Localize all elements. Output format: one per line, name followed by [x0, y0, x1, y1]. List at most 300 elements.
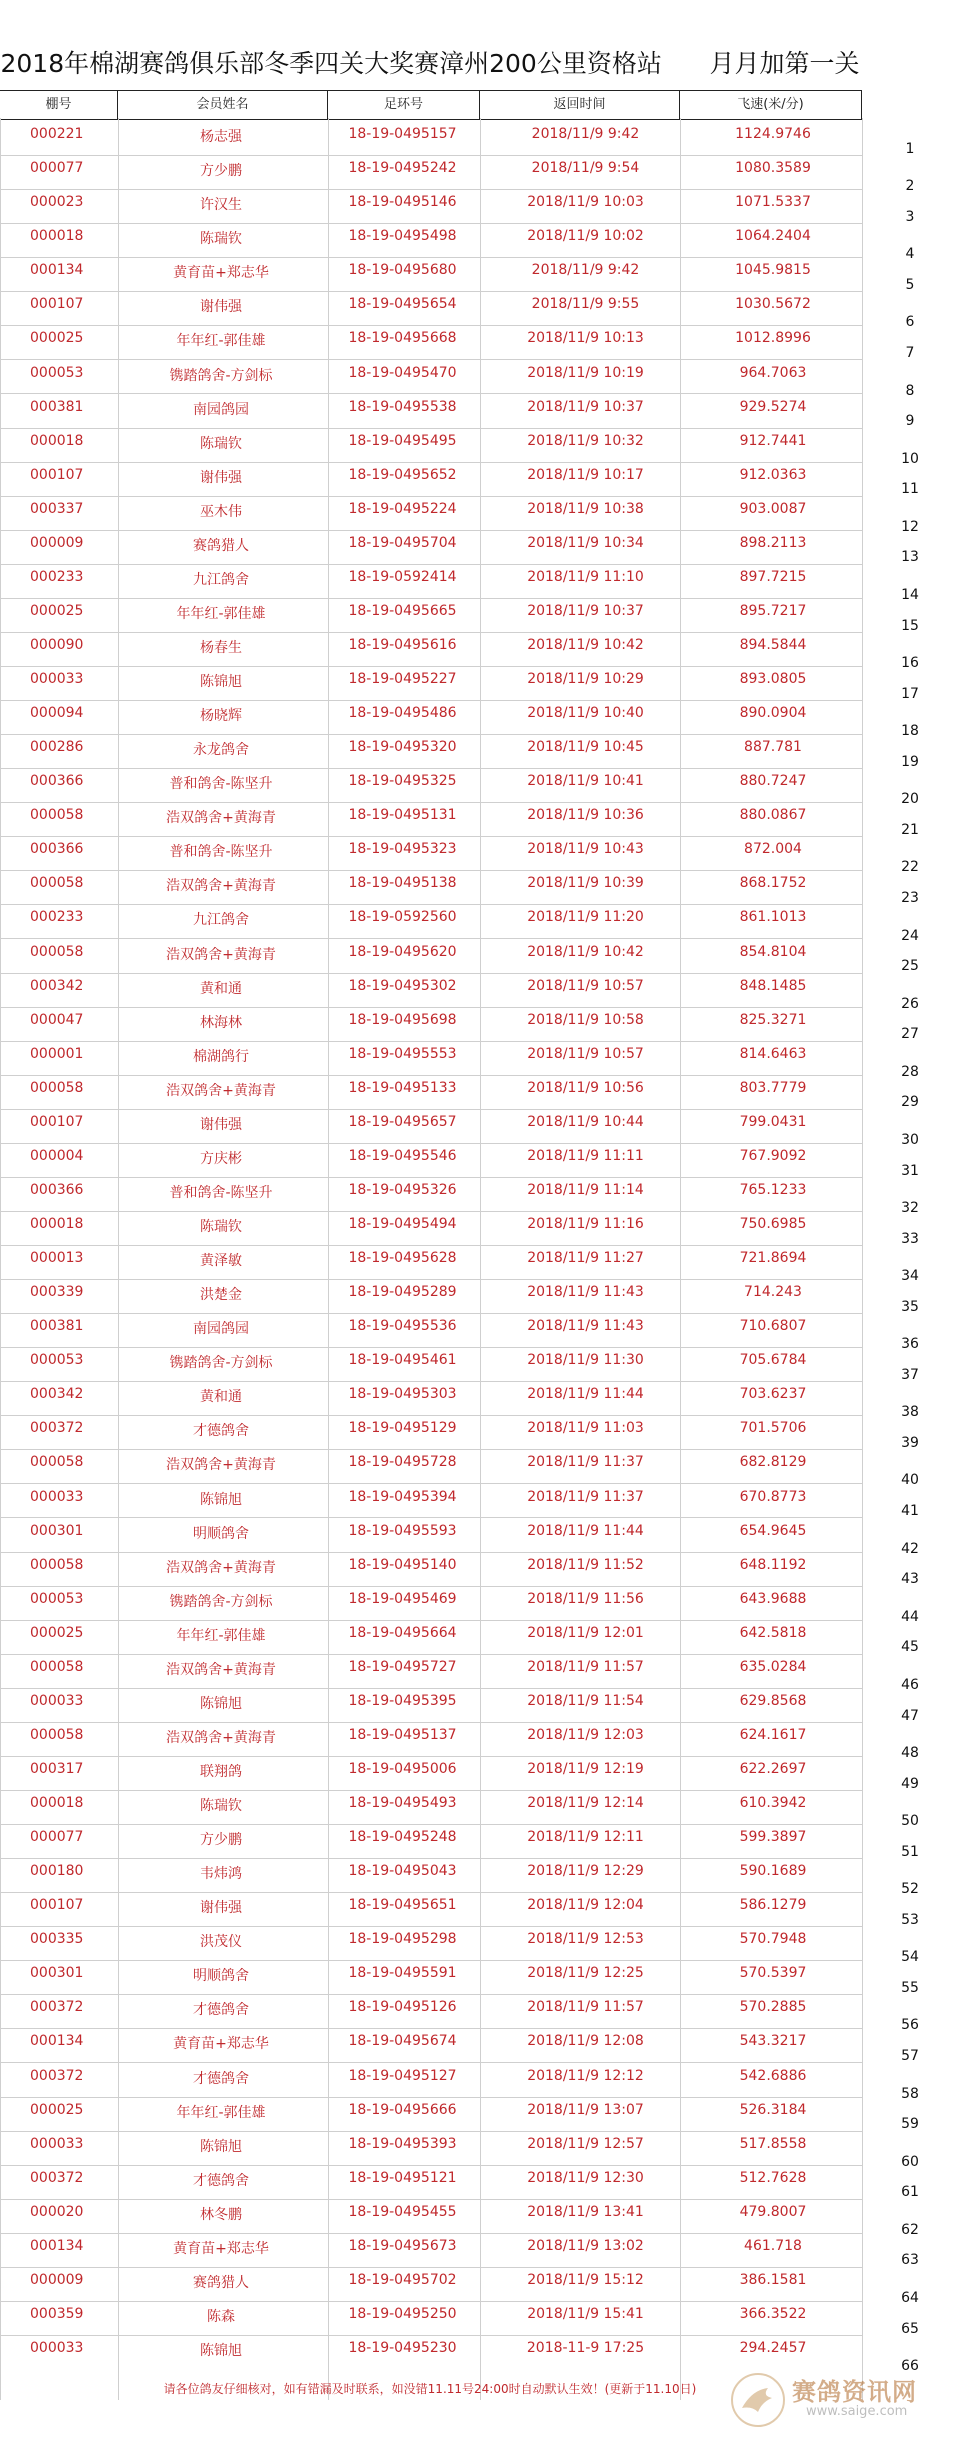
cell-rank: 39 [901, 1435, 919, 1452]
cell-return-time: 2018/11/9 11:37 [527, 1454, 644, 1471]
cell-ring-no: 18-19-0495395 [348, 1692, 457, 1709]
row-divider [0, 700, 862, 701]
cell-rank: 51 [901, 1843, 919, 1860]
table-row [0, 974, 965, 1012]
cell-return-time: 2018/11/9 11:14 [527, 1181, 644, 1198]
row-divider [0, 2131, 862, 2132]
cell-return-time: 2018/11/9 12:57 [527, 2135, 644, 2152]
cell-ring-no: 18-19-0495393 [348, 2135, 457, 2152]
cell-speed: 894.5844 [739, 636, 807, 653]
cell-member-name: 棉湖鸽行 [193, 1048, 249, 1065]
cell-ring-no: 18-19-0495546 [348, 1147, 457, 1164]
cell-ring-no: 18-19-0495674 [348, 2033, 457, 2050]
cell-return-time: 2018/11/9 10:45 [527, 739, 644, 756]
row-divider [0, 2301, 862, 2302]
cell-return-time: 2018/11/9 10:32 [527, 432, 644, 449]
cell-ring-no: 18-19-0495133 [348, 1079, 457, 1096]
cell-rank: 18 [901, 723, 919, 740]
cell-speed: 1030.5672 [735, 296, 811, 313]
row-divider [0, 1177, 862, 1178]
table-row [0, 1008, 965, 1042]
table-row [0, 1927, 965, 1966]
cell-member-name: 黄和通 [200, 1389, 242, 1406]
cell-speed: 294.2457 [739, 2340, 807, 2357]
cell-return-time: 2018/11/9 11:03 [527, 1420, 644, 1437]
cell-return-time: 2018/11/9 10:34 [527, 534, 644, 551]
cell-member-name: 浩双鸽舍+黄海青 [166, 1729, 276, 1746]
cell-rank: 54 [901, 1949, 919, 1966]
cell-loft-no: 000018 [30, 1795, 84, 1812]
row-divider [0, 564, 862, 565]
table-row [0, 803, 965, 837]
cell-rank: 19 [901, 753, 919, 770]
table-row [0, 2098, 965, 2132]
table-row [0, 633, 965, 672]
row-divider [0, 1688, 862, 1689]
cell-loft-no: 000058 [30, 1079, 84, 1096]
cell-return-time: 2018/11/9 10:17 [527, 466, 644, 483]
cell-loft-no: 000053 [30, 1590, 84, 1607]
cell-ring-no: 18-19-0495593 [348, 1522, 457, 1539]
table-row [0, 326, 965, 360]
cell-return-time: 2018/11/9 11:44 [527, 1386, 644, 1403]
table-row [0, 1042, 965, 1080]
cell-speed: 643.9688 [739, 1590, 807, 1607]
cell-loft-no: 000366 [30, 1181, 84, 1198]
cell-loft-no: 000335 [30, 1931, 84, 1948]
row-divider [0, 291, 862, 292]
cell-rank: 48 [901, 1744, 919, 1761]
cell-loft-no: 000134 [30, 2033, 84, 2050]
cell-ring-no: 18-19-0495591 [348, 1965, 457, 1982]
cell-ring-no: 18-19-0495666 [348, 2101, 457, 2118]
cell-rank: 7 [905, 345, 915, 362]
cell-loft-no: 000058 [30, 1454, 84, 1471]
cell-return-time: 2018/11/9 13:07 [527, 2101, 644, 2118]
row-divider [0, 904, 862, 905]
cell-loft-no: 000366 [30, 773, 84, 790]
cell-member-name: 杨春生 [200, 639, 242, 656]
row-divider [0, 1892, 862, 1893]
cell-speed: 825.3271 [739, 1011, 807, 1028]
cell-loft-no: 000033 [30, 1488, 84, 1505]
cell-ring-no: 18-19-0495303 [348, 1386, 457, 1403]
cell-ring-no: 18-19-0495323 [348, 841, 457, 858]
cell-loft-no: 000001 [30, 1045, 84, 1062]
cell-return-time: 2018-11-9 17:25 [526, 2340, 645, 2357]
cell-speed: 670.8773 [739, 1488, 807, 1505]
row-divider [0, 496, 862, 497]
cell-speed: 642.5818 [739, 1624, 807, 1641]
cell-speed: 964.7063 [739, 364, 807, 381]
table-row [0, 224, 965, 263]
cell-ring-no: 18-19-0495461 [348, 1352, 457, 1369]
row-divider [0, 1994, 862, 1995]
table-row [0, 258, 965, 292]
cell-rank: 1 [905, 140, 915, 157]
table-row [0, 1587, 965, 1625]
cell-loft-no: 000077 [30, 160, 84, 177]
cell-speed: 887.781 [744, 739, 802, 756]
cell-member-name: 年年红-郭佳雄 [176, 2104, 266, 2121]
table-row [0, 1757, 965, 1791]
cell-member-name: 黄育苗+郑志华 [173, 2036, 269, 2053]
cell-rank: 49 [901, 1775, 919, 1792]
cell-loft-no: 000107 [30, 296, 84, 313]
cell-loft-no: 000317 [30, 1760, 84, 1777]
cell-speed: 543.3217 [739, 2033, 807, 2050]
cell-rank: 43 [901, 1571, 919, 1588]
cell-return-time: 2018/11/9 15:12 [527, 2271, 644, 2288]
cell-rank: 60 [901, 2153, 919, 2170]
cell-speed: 366.3522 [739, 2305, 807, 2322]
table-row [0, 2268, 965, 2306]
cell-ring-no: 18-19-0495536 [348, 1318, 457, 1335]
table-row [0, 2132, 965, 2170]
cell-ring-no: 18-19-0495302 [348, 977, 457, 994]
row-divider [0, 1654, 862, 1655]
row-divider [0, 223, 862, 224]
cell-rank: 12 [901, 518, 919, 535]
cell-member-name: 黄育苗+郑志华 [173, 2240, 269, 2257]
cell-member-name: 黄育苗+郑志华 [173, 265, 269, 282]
cell-ring-no: 18-19-0495498 [348, 228, 457, 245]
cell-ring-no: 18-19-0495704 [348, 534, 457, 551]
cell-member-name: 才德鸽舍 [193, 2070, 249, 2087]
cell-rank: 11 [901, 481, 919, 498]
cell-rank: 65 [901, 2320, 919, 2337]
cell-ring-no: 18-19-0495651 [348, 1897, 457, 1914]
cell-rank: 37 [901, 1366, 919, 1383]
cell-rank: 8 [905, 382, 915, 399]
cell-return-time: 2018/11/9 11:30 [527, 1352, 644, 1369]
cell-ring-no: 18-19-0495131 [348, 807, 457, 824]
cell-speed: 912.0363 [739, 466, 807, 483]
cell-loft-no: 000047 [30, 1011, 84, 1028]
cell-rank: 66 [901, 2358, 919, 2375]
cell-member-name: 杨晓辉 [200, 708, 242, 725]
cell-ring-no: 18-19-0495698 [348, 1011, 457, 1028]
cell-return-time: 2018/11/9 10:03 [527, 194, 644, 211]
cell-speed: 610.3942 [739, 1795, 807, 1812]
table-row [0, 1382, 965, 1421]
cell-ring-no: 18-19-0495553 [348, 1045, 457, 1062]
cell-loft-no: 000301 [30, 1965, 84, 1982]
cell-rank: 57 [901, 2048, 919, 2065]
cell-speed: 897.7215 [739, 568, 807, 585]
cell-loft-no: 000018 [30, 228, 84, 245]
cell-member-name: 谢伟强 [200, 1116, 242, 1133]
cell-speed: 898.2113 [739, 534, 807, 551]
cell-return-time: 2018/11/9 11:16 [527, 1216, 644, 1233]
cell-return-time: 2018/11/9 15:41 [527, 2305, 644, 2322]
cell-return-time: 2018/11/9 11:57 [527, 1999, 644, 2016]
cell-return-time: 2018/11/9 11:10 [527, 568, 644, 585]
cell-member-name: 陈森 [207, 2308, 235, 2325]
cell-member-name: 浩双鸽舍+黄海青 [166, 1661, 276, 1678]
row-divider [0, 1211, 862, 1212]
cell-return-time: 2018/11/9 10:38 [527, 500, 644, 517]
table-row [0, 1450, 965, 1489]
cell-rank: 35 [901, 1298, 919, 1315]
row-divider [0, 359, 862, 360]
cell-member-name: 浩双鸽舍+黄海青 [166, 810, 276, 827]
cell-rank: 15 [901, 617, 919, 634]
cell-return-time: 2018/11/9 13:41 [527, 2203, 644, 2220]
cell-rank: 13 [901, 549, 919, 566]
cell-speed: 1080.3589 [735, 160, 811, 177]
cell-ring-no: 18-19-0495121 [348, 2169, 457, 2186]
row-divider [0, 1552, 862, 1553]
table-row [0, 497, 965, 535]
cell-loft-no: 000134 [30, 2237, 84, 2254]
row-divider [0, 325, 862, 326]
row-divider [0, 2028, 862, 2029]
cell-return-time: 2018/11/9 9:55 [531, 296, 640, 313]
cell-speed: 1064.2404 [735, 228, 811, 245]
row-divider [0, 1756, 862, 1757]
cell-loft-no: 000286 [30, 739, 84, 756]
cell-ring-no: 18-19-0495227 [348, 671, 457, 688]
cell-speed: 1012.8996 [735, 330, 811, 347]
cell-speed: 880.7247 [739, 773, 807, 790]
cell-speed: 586.1279 [739, 1897, 807, 1914]
row-divider [0, 734, 862, 735]
cell-ring-no: 18-19-0495728 [348, 1454, 457, 1471]
cell-loft-no: 000381 [30, 1318, 84, 1335]
cell-member-name: 陈瑞钦 [200, 1798, 242, 1815]
cell-speed: 624.1617 [739, 1726, 807, 1743]
cell-member-name: 陈瑞钦 [200, 231, 242, 248]
table-row [0, 1723, 965, 1761]
table-row [0, 1314, 965, 1353]
cell-speed: 629.8568 [739, 1692, 807, 1709]
cell-member-name: 南园鸽园 [193, 1321, 249, 1338]
cell-return-time: 2018/11/9 11:52 [527, 1556, 644, 1573]
cell-rank: 36 [901, 1336, 919, 1353]
cell-rank: 53 [901, 1911, 919, 1928]
cell-speed: 526.3184 [739, 2101, 807, 2118]
cell-ring-no: 18-19-0495126 [348, 1999, 457, 2016]
cell-rank: 32 [901, 1200, 919, 1216]
cell-ring-no: 18-19-0495325 [348, 773, 457, 790]
cell-loft-no: 000359 [30, 2305, 84, 2322]
table-row [0, 190, 965, 224]
cell-return-time: 2018/11/9 12:04 [527, 1897, 644, 1914]
cell-loft-no: 000004 [30, 1147, 84, 1164]
cell-speed: 542.6886 [739, 2067, 807, 2084]
cell-ring-no: 18-19-0495157 [348, 126, 457, 143]
row-divider [0, 768, 862, 769]
cell-return-time: 2018/11/9 11:57 [527, 1658, 644, 1675]
row-divider [0, 1279, 862, 1280]
cell-loft-no: 000337 [30, 500, 84, 517]
cell-loft-no: 000301 [30, 1522, 84, 1539]
cell-return-time: 2018/11/9 10:37 [527, 602, 644, 619]
cell-return-time: 2018/11/9 12:53 [527, 1931, 644, 1948]
table-row [0, 122, 965, 156]
cell-loft-no: 000058 [30, 807, 84, 824]
cell-loft-no: 000372 [30, 1999, 84, 2016]
table-row [0, 394, 965, 428]
row-divider [0, 2335, 862, 2336]
cell-ring-no: 18-19-0495224 [348, 500, 457, 517]
cell-ring-no: 18-19-0495470 [348, 364, 457, 381]
cell-rank: 38 [901, 1404, 919, 1421]
cell-return-time: 2018/11/9 11:56 [527, 1590, 644, 1607]
row-divider [0, 2097, 862, 2098]
cell-loft-no: 000018 [30, 1216, 84, 1233]
cell-ring-no: 18-19-0495127 [348, 2067, 457, 2084]
cell-return-time: 2018/11/9 11:27 [527, 1250, 644, 1267]
cell-speed: 848.1485 [739, 977, 807, 994]
cell-rank: 44 [901, 1608, 919, 1625]
cell-return-time: 2018/11/9 12:30 [527, 2169, 644, 2186]
cell-speed: 721.8694 [739, 1250, 807, 1267]
table-row [0, 905, 965, 944]
cell-return-time: 2018/11/9 10:37 [527, 398, 644, 415]
cell-return-time: 2018/11/9 10:56 [527, 1079, 644, 1096]
cell-rank: 55 [901, 1979, 919, 1996]
cell-return-time: 2018/11/9 10:29 [527, 671, 644, 688]
cell-return-time: 2018/11/9 12:12 [527, 2067, 644, 2084]
column-divider [680, 118, 681, 2400]
table-row [0, 1655, 965, 1693]
cell-return-time: 2018/11/9 13:02 [527, 2237, 644, 2254]
table-row [0, 1110, 965, 1148]
cell-return-time: 2018/11/9 12:03 [527, 1726, 644, 1743]
cell-member-name: 九江鸽舍 [193, 571, 249, 588]
cell-speed: 517.8558 [739, 2135, 807, 2152]
cell-return-time: 2018/11/9 11:20 [527, 909, 644, 926]
cell-rank: 6 [905, 314, 915, 331]
cell-loft-no: 000342 [30, 1386, 84, 1403]
cell-speed: 479.8007 [739, 2203, 807, 2220]
cell-member-name: 年年红-郭佳雄 [176, 605, 266, 622]
row-divider [0, 257, 862, 258]
cell-rank: 21 [901, 821, 919, 838]
row-divider [0, 1586, 862, 1587]
table-row [0, 1144, 965, 1178]
cell-speed: 814.6463 [739, 1045, 807, 1062]
cell-loft-no: 000053 [30, 1352, 84, 1369]
cell-rank: 46 [901, 1676, 919, 1693]
cell-speed: 710.6807 [739, 1318, 807, 1335]
cell-member-name: 浩双鸽舍+黄海青 [166, 878, 276, 895]
column-divider [0, 118, 1, 2400]
cell-member-name: 方少鹏 [200, 1832, 242, 1849]
cell-speed: 750.6985 [739, 1216, 807, 1233]
row-divider [0, 2267, 862, 2268]
table-row [0, 2234, 965, 2268]
cell-return-time: 2018/11/9 10:43 [527, 841, 644, 858]
cell-loft-no: 000033 [30, 1692, 84, 1709]
cell-speed: 461.718 [744, 2237, 802, 2254]
table-row [0, 2200, 965, 2238]
row-divider [0, 802, 862, 803]
cell-loft-no: 000180 [30, 1863, 84, 1880]
table-row [0, 1961, 965, 1995]
row-divider [0, 1313, 862, 1314]
cell-member-name: 镌踏鸽舍-方剑标 [169, 1593, 273, 1610]
cell-rank: 2 [905, 178, 915, 195]
row-divider [0, 1960, 862, 1961]
cell-speed: 895.7217 [739, 602, 807, 619]
watermark [720, 2368, 965, 2432]
table-row [0, 2063, 965, 2102]
cell-return-time: 2018/11/9 12:11 [527, 1829, 644, 1846]
cell-loft-no: 000366 [30, 841, 84, 858]
table-row [0, 1893, 965, 1927]
row-divider [0, 1926, 862, 1927]
cell-rank: 64 [901, 2289, 919, 2306]
cell-ring-no: 18-19-0495250 [348, 2305, 457, 2322]
table-row [0, 1995, 965, 2034]
watermark-url: www.saige.com [806, 2404, 908, 2419]
cell-return-time: 2018/11/9 10:42 [527, 636, 644, 653]
cell-loft-no: 000025 [30, 2101, 84, 2118]
cell-speed: 868.1752 [739, 875, 807, 892]
cell-speed: 599.3897 [739, 1829, 807, 1846]
cell-return-time: 2018/11/9 11:11 [527, 1147, 644, 1164]
cell-ring-no: 18-19-0495654 [348, 296, 457, 313]
cell-ring-no: 18-19-0495006 [348, 1760, 457, 1777]
cell-rank: 20 [901, 791, 919, 808]
cell-rank: 5 [905, 276, 915, 293]
column-divider [118, 118, 119, 2400]
cell-member-name: 巫木伟 [200, 503, 242, 520]
cell-loft-no: 000134 [30, 262, 84, 279]
cell-rank: 29 [901, 1094, 919, 1111]
table-row [0, 1178, 965, 1216]
cell-return-time: 2018/11/9 9:42 [531, 262, 640, 279]
column-divider [328, 118, 329, 2400]
cell-return-time: 2018/11/9 10:41 [527, 773, 644, 790]
cell-return-time: 2018/11/9 10:02 [527, 228, 644, 245]
cell-member-name: 年年红-郭佳雄 [176, 333, 266, 350]
cell-member-name: 才德鸽舍 [193, 2002, 249, 2019]
cell-return-time: 2018/11/9 12:01 [527, 1624, 644, 1641]
cell-loft-no: 000107 [30, 1897, 84, 1914]
cell-loft-no: 000058 [30, 875, 84, 892]
cell-rank: 52 [901, 1881, 919, 1898]
cell-ring-no: 18-19-0495146 [348, 194, 457, 211]
cell-ring-no: 18-19-0495320 [348, 739, 457, 756]
cell-member-name: 陈锦旭 [200, 2343, 242, 2360]
row-divider [0, 973, 862, 974]
table-row [0, 1518, 965, 1557]
cell-member-name: 普和鸽舍-陈坚升 [169, 776, 273, 793]
table-row [0, 1212, 965, 1246]
cell-loft-no: 000025 [30, 330, 84, 347]
table-row [0, 1859, 965, 1898]
cell-speed: 570.2885 [739, 1999, 807, 2016]
cell-member-name: 才德鸽舍 [193, 2172, 249, 2189]
cell-member-name: 浩双鸽舍+黄海青 [166, 1457, 276, 1474]
cell-rank: 30 [901, 1131, 919, 1148]
cell-speed: 714.243 [744, 1284, 802, 1301]
cell-loft-no: 000221 [30, 126, 84, 143]
cell-rank: 3 [905, 208, 915, 225]
row-divider [0, 1858, 862, 1859]
row-divider [0, 938, 862, 939]
cell-speed: 799.0431 [739, 1113, 807, 1130]
cell-rank: 9 [905, 413, 915, 430]
cell-loft-no: 000233 [30, 568, 84, 585]
row-divider [0, 1143, 862, 1144]
cell-return-time: 2018/11/9 10:57 [527, 977, 644, 994]
cell-member-name: 普和鸽舍-陈坚升 [169, 1184, 273, 1201]
